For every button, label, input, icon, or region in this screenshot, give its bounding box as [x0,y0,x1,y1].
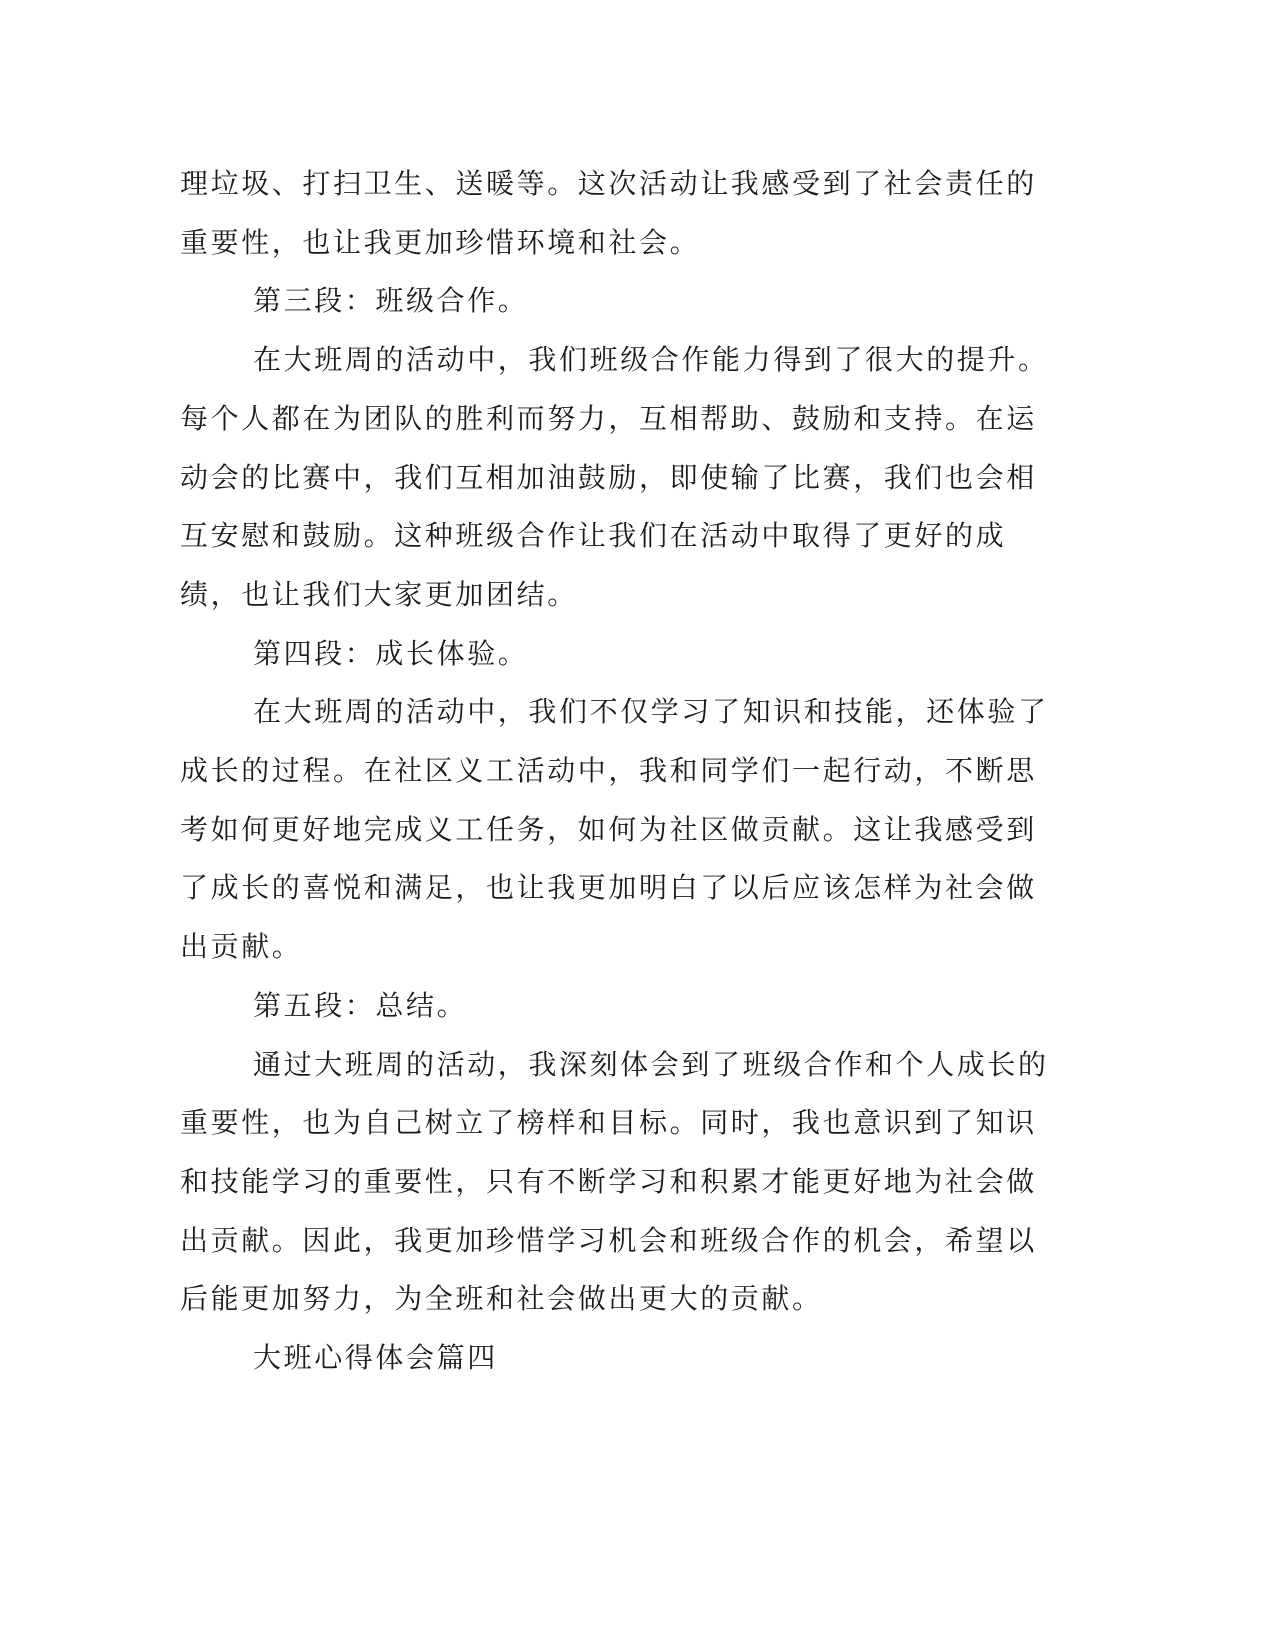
paragraph-summary: 通过大班周的活动，我深刻体会到了班级合作和个人成长的重要性，也为自己树立了榜样和目标。同时，我也意识到了知识和技能学习的重要性，只有不断学习和积累才能更好地为社会做出贡献。因此，我更加珍惜学习机会和班级合作的机会，希望以后能更加努力，为全班和社会做出更大的贡献。 [180,1047,1049,1316]
paragraph-class-cooperation: 在大班周的活动中，我们班级合作能力得到了很大的提升。每个人都在为团队的胜利而努力，互相帮助、鼓励和支持。在运动会的比赛中，我们互相加油鼓励，即使输了比赛，我们也会相互安慰和鼓励。这种班级合作让我们在活动中取得了更好的成绩，也让我们大家更加团结。 [180,343,1049,611]
document-body [180,155,1050,1388]
article-title-part-four: 大班心得体会篇四 [253,1341,498,1375]
section-heading-five: 第五段：总结。 [253,988,468,1022]
section-heading-three: 第三段：班级合作。 [253,284,529,318]
paragraph-continuation: 理垃圾、打扫卫生、送暖等。这次活动让我感受到了社会责任的重要性，也让我更加珍惜环境和社会。 [180,167,1037,259]
paragraph-growth-experience: 在大班周的活动中，我们不仅学习了知识和技能，还体验了成长的过程。在社区义工活动中，我和同学们一起行动，不断思考如何更好地完成义工任务，如何为社区做贡献。这让我感受到了成长的喜悦和满足，也让我更加明白了以后应该怎样为社会做出贡献。 [180,695,1049,964]
section-heading-four: 第四段：成长体验。 [253,636,529,670]
